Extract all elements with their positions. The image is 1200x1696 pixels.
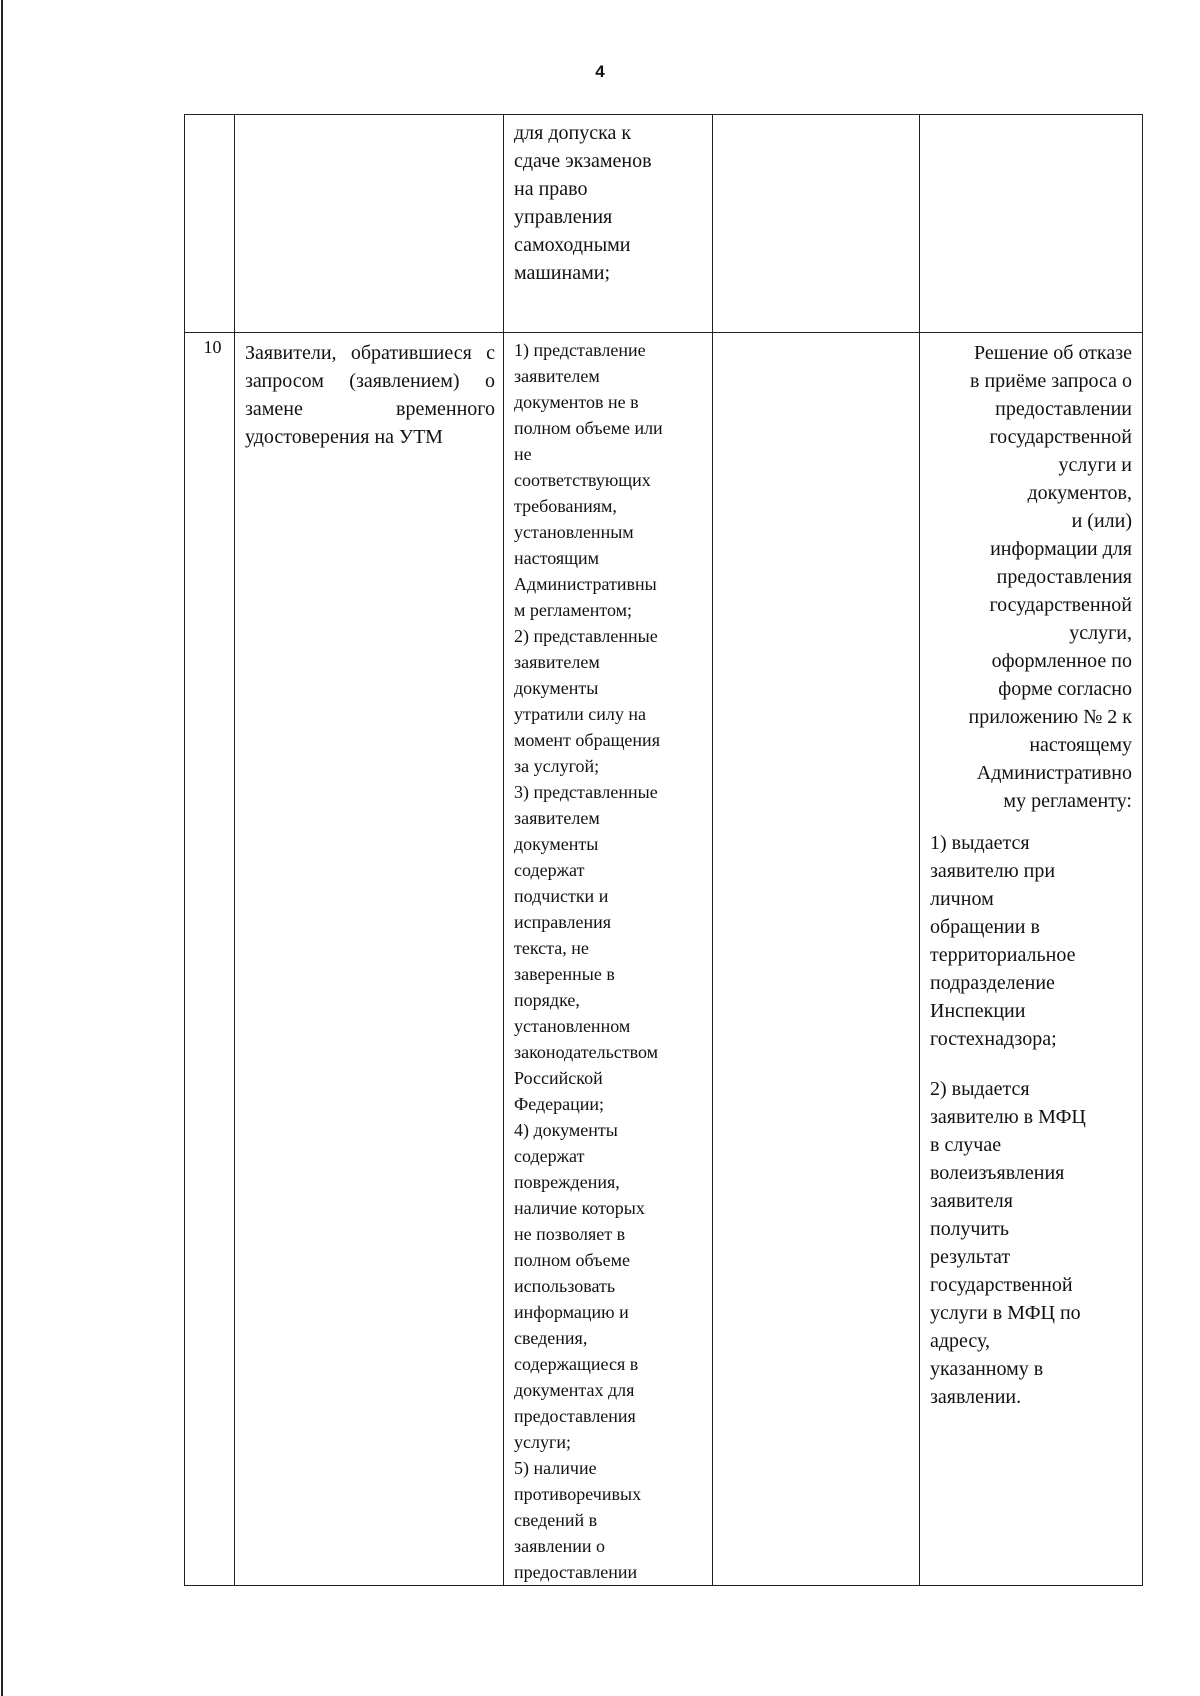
cell-applicants-empty bbox=[235, 115, 504, 333]
cell-number-empty bbox=[185, 115, 235, 333]
grounds-continued-text: для допуска к сдаче экзаменов на право управления самоходными машинами; bbox=[514, 122, 652, 284]
page-number: 4 bbox=[595, 62, 605, 81]
cell-row-number bbox=[185, 333, 235, 1586]
refusal-grounds-text: 1) представление заявителем документов не в полном объеме или не соответствующих требованиям, установленным настоящим Административны м регламентом; 2) представленные заявителем документы утратили силу на момент обращения за услугой; 3) представленные заявителем документы содержат подчистки и исправления текста, не заверенные в порядке, установленном законодательством Российской Федерации; 4) документы содержат повреждения, наличие которых не позволяет в полном объеме использовать информацию и сведения, содержащиеся в документах для предоставления услуги; 5) наличие противоречивых сведений в заявлении о предоставлении bbox=[514, 340, 663, 1582]
cell-col5-empty bbox=[920, 115, 1143, 333]
table-row-continued bbox=[185, 115, 1143, 333]
cell-refusal-grounds bbox=[504, 333, 713, 1586]
regulation-table bbox=[184, 114, 1143, 1586]
cell-grounds-continued bbox=[504, 115, 713, 333]
row-number: 10 bbox=[203, 337, 222, 357]
table-row-10 bbox=[185, 333, 1143, 1586]
result-item-1: 1) выдается заявителю при личном обращении в территориальное подразделение Инспекции гостехнадзора; bbox=[930, 832, 1076, 1050]
result-item-2: 2) выдается заявителю в МФЦ в случае волеизъявления заявителя получить результат государственной услуги в МФЦ по адресу, указанному в заявлении. bbox=[930, 1078, 1086, 1408]
result-heading: Решение об отказе в приёме запроса о предоставлении государственной услуги и документов, и (или) информации для предоставления государственной услуги, оформленное по форме согласно приложению № 2 к настоящему Административно му регламенту: bbox=[968, 342, 1132, 812]
applicants-text: Заявители, обратившиеся с запросом (заявлением) о замене временного удостоверения на УТМ bbox=[245, 342, 495, 448]
cell-applicants bbox=[235, 333, 504, 1586]
cell-result bbox=[920, 333, 1143, 1586]
left-margin-line bbox=[1, 0, 3, 1696]
cell-col4-empty bbox=[713, 115, 920, 333]
cell-col4-empty bbox=[713, 333, 920, 1586]
